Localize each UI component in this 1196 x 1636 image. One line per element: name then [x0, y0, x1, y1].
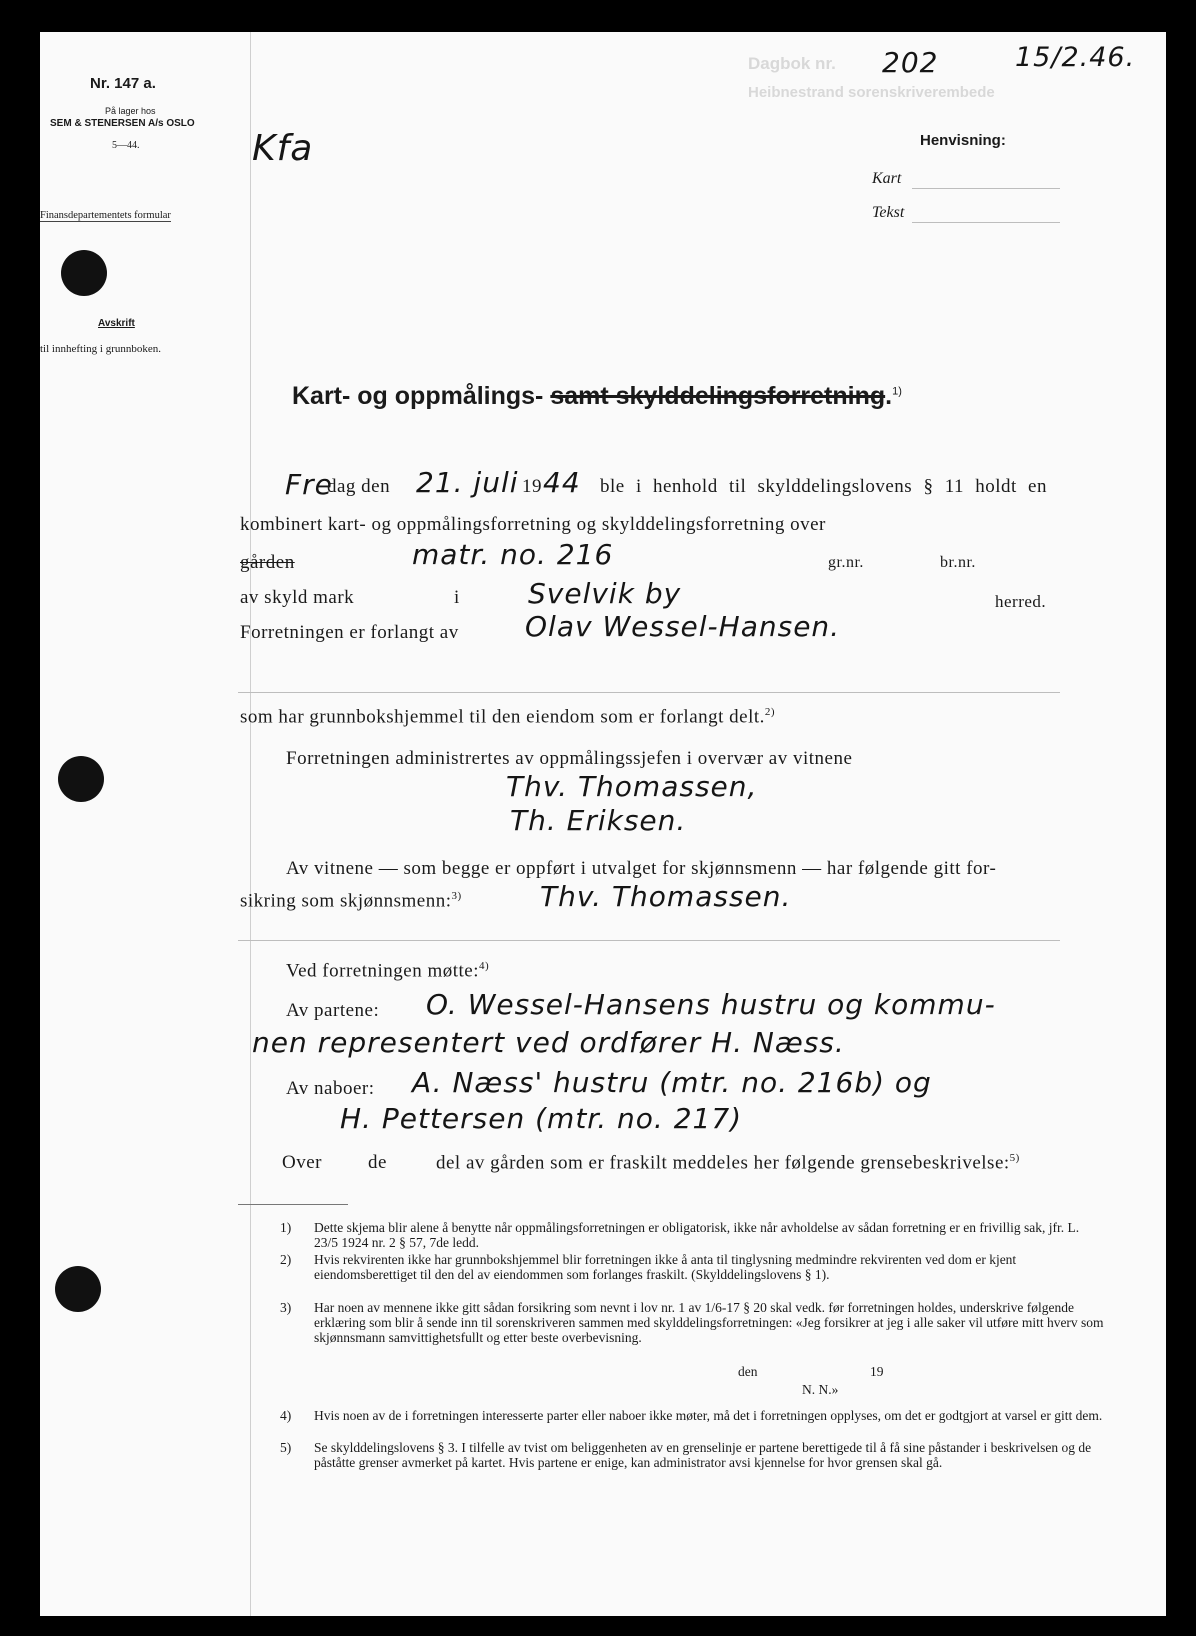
document-title — [292, 382, 902, 411]
dagbok-number: 202 — [882, 46, 939, 79]
kart-label: Kart — [872, 170, 902, 187]
henvisning-title: Henvisning: — [920, 132, 1006, 149]
fn3-den: den — [738, 1364, 758, 1379]
administrert-text: Forretningen administrertes av oppmålingssjefen i overvær av vitnene — [286, 748, 853, 769]
publisher-line1: På lager hos — [105, 106, 156, 116]
copy-label: Avskrift — [98, 318, 135, 329]
document-page: Nr. 147 a. På lager hos SEM & STENERSEN A/s OSLO 5—44. Finansdepartementets formular Avskrift til innhefting i grunnboken. Dagbok nr. 202 15/2.46. Heibnestrand sorenskriverembede Kfa Henvisning: Kart Tekst Kart- og oppmålings- samt skylddelingsforretning.$^{1)}$ Fre dag den 21. juli 19 44 ble i henhold til skylddelingslovens § 11 holdt en kombinert kart- og oppmålingsforretning og skylddelingsforretning over gården matr. no. 216 gr.nr. br.nr. av skyld mark i Svelvik by herred. Forretningen er forlangt av Olav Wessel-Hansen. som har grunnbokshjemmel til den eiendom som er forlangt delt.$^{2)}$ Forretningen administrertes av oppmålingssjefen i overvær av vitnene Thv. Thomassen, Th. Eriksen. Av vitnene — som begge er oppført i utvalget for skjønnsmenn — har følgende gitt for- sikring som skjønnsmenn:$^{3)}$ Thv. Thomassen. Ved forretningen møtte:$^{4)}$ Av partene: O. Wessel-Hansens hustru og kommu- nen representert ved ordfører H. Næss. Av naboer: A. Næss' hustru (mtr. no. 216b) og H. Pettersen (mtr. no. 217) Over de del av gården som er fraskilt meddeles her følgende grensebeskrivelse:$^{5)}$ 1) Dette skjema blir alene å benytte når oppmålingsforretningen er obligatorisk, ikke når avholdelse av sådan forretning er en frivillig sak, jfr. L. 23/5 1924 nr. 2 § 57, 7de ledd. 2) Hvis rekvirenten ikke har grunnbokshjemmel blir forretningen ikke å anta til tinglysning medmindre rekvirenten ved dom er kjent eiendomsberettiget til den del av eiendommen som forlanges fraskilt. (Skylddelingslovens § 1). 3) Har noen av mennene ikke gitt sådan forsikring som nevnt i lov nr. 1 av 1/6-17 § 20 skal vedk. før forretningen holdes, underskrive følgende erklæring som blir å sende inn til sorenskriveren sammen med skylddelingsforretningen: «Jeg forsikrer at jeg i alle saker vil utføre mitt hverv som skjønnsmann samvittighetsfullt og etter beste overbevisning. den 19 N. N.» 4) Hvis noen av de i forretningen interesserte parter eller naboer ikke møter, må det i forretningen opplyses, om det er godtgjort at varsel er gitt dem. 5) Se skylddelingslovens § 3. I tilfelle av tvist om beliggenheten av en grenselinje er partene berettigede til å få sine påstander i beskrivelsen og de påståtte grenser avmerket på kartet. Hvis partene er enige, kan administrator avsi kjennelse for hvor grensen skal gå. — [40, 32, 1166, 1616]
herred-label: herred. — [995, 592, 1047, 611]
naboer-label: Av naboer: — [286, 1078, 375, 1099]
dagbok-label: Dagbok nr. — [748, 54, 836, 73]
partene-label: Av partene: — [286, 1000, 380, 1021]
date-code: 5—44. — [112, 140, 140, 151]
garden-label: gården — [240, 552, 295, 573]
tekst-label: Tekst — [872, 204, 905, 221]
date-handwritten: 21. juli — [416, 466, 519, 499]
line2-text: kombinert kart- og oppmålingsforretning og skylddelingsforretning over — [240, 514, 826, 535]
title-struck: samt skylddelingsforretning — [550, 382, 886, 410]
grnr-label: gr.nr. — [828, 554, 864, 571]
blank-line — [238, 940, 1060, 941]
title-footnote-ref: 1) — [892, 385, 902, 398]
line1-text: ble i henhold til skylddelingslovens § 11 holdt en — [600, 476, 1047, 497]
grunnbok-text: som har grunnbokshjemmel til den eiendom som er forlangt delt.$^{2)}$ — [240, 706, 776, 728]
stamp-date: 15/2.46. — [1015, 42, 1136, 73]
forlangt-label: Forretningen er forlangt av — [240, 622, 459, 643]
grensebeskrivelse-text: del av gården som er fraskilt meddeles her følgende grensebeskrivelse:$^{5)}$ — [436, 1152, 1020, 1174]
tekst-line — [912, 222, 1060, 223]
i-label: i — [454, 587, 460, 608]
year-handwritten: 44 — [543, 466, 581, 499]
margin-divider — [250, 32, 251, 1616]
skyld-label: av skyld mark — [240, 587, 355, 608]
blank-line — [238, 692, 1060, 693]
title-main: Kart- og oppmålings- — [292, 382, 544, 410]
skjonnsmann-handwritten: Thv. Thomassen. — [540, 880, 792, 913]
over-label: Over — [282, 1152, 322, 1173]
dag-den-label: dag den — [327, 476, 391, 497]
publisher-line2: SEM & STENERSEN A/s OSLO — [50, 118, 195, 129]
partene-handwritten-1: O. Wessel-Hansens hustru og kommu- — [426, 988, 996, 1021]
punch-hole — [55, 1266, 101, 1312]
title-end: . — [885, 382, 893, 410]
vitnene-text: Av vitnene — som begge er oppført i utvalget for skjønnsmenn — har følgende gitt for- — [286, 858, 997, 879]
witness2-handwritten: Th. Eriksen. — [510, 804, 687, 837]
naboer-handwritten-1: A. Næss' hustru (mtr. no. 216b) og — [412, 1066, 932, 1099]
partene-handwritten-2: nen representert ved ordfører H. Næss. — [252, 1026, 845, 1059]
stamp-office: Heibnestrand sorenskriverembede — [748, 84, 995, 101]
footnote-separator — [238, 1204, 348, 1205]
day-handwritten: Fre — [285, 468, 333, 501]
copy-purpose: til innhefting i grunnboken. — [40, 343, 161, 355]
witness1-handwritten: Thv. Thomassen, — [506, 770, 758, 803]
kommune-handwritten: Svelvik by — [528, 577, 682, 610]
ministry-label: Finansdepartementets formular — [40, 210, 171, 221]
de-label: de — [368, 1152, 387, 1173]
naboer-handwritten-2: H. Pettersen (mtr. no. 217) — [340, 1102, 743, 1135]
skjonnsmenn-text: sikring som skjønnsmenn:$^{3)}$ — [240, 890, 462, 912]
year-prefix: 19 — [522, 476, 542, 497]
motte-text: Ved forretningen møtte:$^{4)}$ — [286, 960, 490, 982]
form-number: Nr. 147 a. — [90, 75, 156, 92]
fn3-sign: N. N.» — [802, 1382, 839, 1397]
brnr-label: br.nr. — [940, 554, 976, 571]
punch-hole — [58, 756, 104, 802]
fn3-year: 19 — [870, 1364, 884, 1379]
punch-hole — [61, 250, 107, 296]
matr-handwritten: matr. no. 216 — [412, 538, 614, 571]
rekvirent-handwritten: Olav Wessel-Hansen. — [525, 610, 841, 643]
kart-line — [912, 188, 1060, 189]
initials-signature: Kfa — [252, 128, 314, 169]
